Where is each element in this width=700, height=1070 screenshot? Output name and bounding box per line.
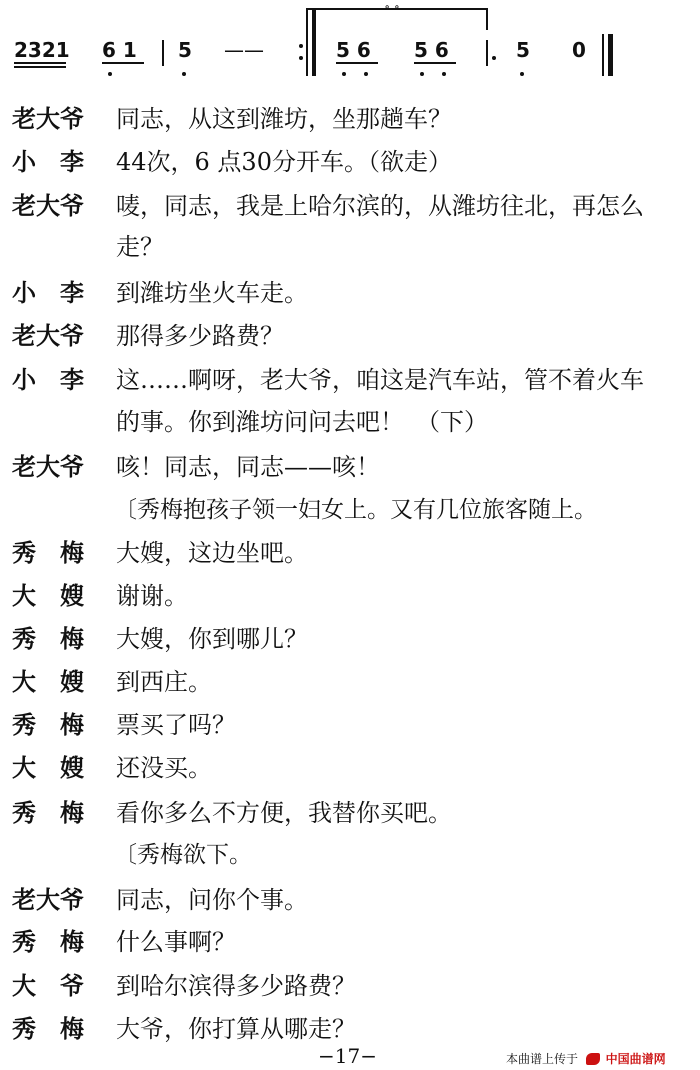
speaker-name: 秀 梅 [12, 1014, 84, 1043]
upload-note-text: 本曲谱上传于 [506, 1052, 579, 1066]
speaker-name: 老大爷 [12, 321, 84, 350]
page-number: −17− [318, 1044, 377, 1068]
speaker-name: 小 李 [12, 147, 84, 176]
dialogue-text: 这……啊呀，老大爷，咱这是汽车站，管不着火车 [116, 366, 644, 394]
page-footer [0, 1046, 700, 1070]
dialogue-text: 同志，问你个事。 [116, 886, 308, 914]
speaker-name: 老大爷 [12, 104, 84, 133]
dialogue-text: 大爷，你打算从哪走？ [116, 1015, 356, 1043]
dialogue-text: 看你多么不方便，我替你买吧。 [116, 799, 452, 827]
dialogue-text: 票买了吗？ [116, 711, 236, 739]
speaker-name: 秀 梅 [12, 538, 84, 567]
speaker-name: 大 嫂 [12, 667, 84, 696]
score-note: 2321 [14, 38, 70, 62]
stage-direction-text: 〔秀梅欲下。 [114, 842, 252, 868]
dialogue-text: 还没买。 [116, 754, 212, 782]
speaker-name: 老大爷 [12, 885, 84, 914]
site-logo-icon [586, 1053, 600, 1065]
speaker-name: 秀 梅 [12, 624, 84, 653]
fermata-mark: ∘ ∘ [384, 2, 401, 13]
dialogue-text: 谢谢。 [116, 582, 188, 610]
score-note: 5 [178, 38, 192, 62]
dialogue-text: 到哈尔滨得多少路费？ [116, 972, 356, 1000]
speaker-name: 秀 梅 [12, 798, 84, 827]
speaker-name: 小 李 [12, 278, 84, 307]
dialogue-text: 什么事啊？ [116, 928, 236, 956]
dialogue-text: 唛，同志，我是上哈尔滨的，从潍坊往北，再怎么 [116, 192, 644, 220]
dialogue-text: 到西庄。 [116, 668, 212, 696]
score-note: 5 6 [414, 38, 449, 62]
dialogue-text: 44次，6 点30分开车。（欲走） [116, 148, 452, 176]
dialogue-text: 那得多少路费？ [116, 322, 284, 350]
upload-note [506, 1050, 666, 1067]
speaker-name: 秀 梅 [12, 927, 84, 956]
site-name: 中国曲谱网 [605, 1052, 666, 1066]
dialogue-text: 走？ [116, 233, 164, 261]
score-note: 5 6 [336, 38, 371, 62]
speaker-name: 大 爷 [12, 971, 84, 1000]
speaker-name: 大 嫂 [12, 753, 84, 782]
speaker-name: 老大爷 [12, 191, 84, 220]
dialogue-text: 大嫂，你到哪儿？ [116, 625, 308, 653]
dialogue-text: 大嫂，这边坐吧。 [116, 539, 308, 567]
score-dash: —— [224, 38, 264, 62]
score-note: 5 [516, 38, 530, 62]
stage-direction-text: 〔秀梅抱孩子领一妇女上。又有几位旅客随上。 [114, 497, 597, 523]
score-note: 6 1 [102, 38, 137, 62]
dialogue-text: 同志，从这到潍坊，坐那趟车？ [116, 105, 452, 133]
dialogue-text: 咳！同志，同志——咳！ [116, 453, 380, 481]
dialogue-text: 到潍坊坐火车走。 [116, 279, 308, 307]
speaker-name: 小 李 [12, 365, 84, 394]
score-note: 0 [572, 38, 586, 62]
speaker-name: 秀 梅 [12, 710, 84, 739]
speaker-name: 老大爷 [12, 452, 84, 481]
dialogue-text: 的事。你到潍坊问问去吧！ （下） [116, 408, 488, 436]
speaker-name: 大 嫂 [12, 581, 84, 610]
